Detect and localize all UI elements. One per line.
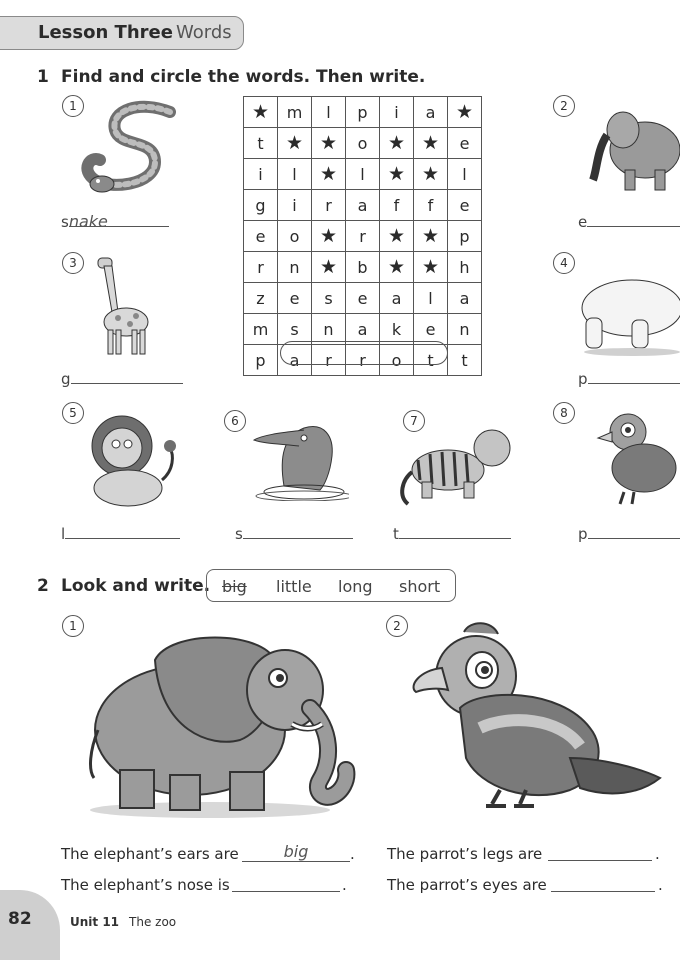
- grid-row: [244, 221, 482, 252]
- grid-cell[interactable]: i: [278, 190, 312, 221]
- grid-cell[interactable]: p: [244, 345, 278, 376]
- sentence-4-period: .: [658, 876, 663, 894]
- parrot-icon: [594, 408, 680, 508]
- grid-row: [244, 128, 482, 159]
- item-number-1: 1: [62, 95, 84, 117]
- grid-cell[interactable]: e: [278, 283, 312, 314]
- grid-cell[interactable]: ★: [312, 128, 346, 159]
- grid-cell[interactable]: a: [380, 283, 414, 314]
- sentence-2-answer[interactable]: [548, 860, 652, 861]
- grid-cell[interactable]: s: [312, 283, 346, 314]
- lesson-title: Lesson Three: [38, 22, 173, 43]
- sentence-4-answer[interactable]: [551, 891, 655, 892]
- grid-cell[interactable]: k: [380, 314, 414, 345]
- item-number-5: 5: [62, 402, 84, 424]
- grid-cell[interactable]: m: [278, 97, 312, 128]
- grid-cell[interactable]: g: [244, 190, 278, 221]
- grid-cell[interactable]: a: [278, 345, 312, 376]
- giraffe-icon: [88, 252, 158, 360]
- item-number-2: 2: [553, 95, 575, 117]
- grid-cell[interactable]: ★: [278, 128, 312, 159]
- sentence-1-period: .: [350, 845, 355, 863]
- grid-cell[interactable]: ★: [380, 159, 414, 190]
- grid-cell[interactable]: e: [346, 283, 380, 314]
- grid-cell[interactable]: ★: [414, 221, 448, 252]
- grid-cell[interactable]: ★: [414, 252, 448, 283]
- grid-cell[interactable]: ★: [448, 97, 482, 128]
- grid-cell[interactable]: l: [312, 97, 346, 128]
- sentence-4: The parrot’s eyes are: [387, 876, 547, 894]
- grid-cell[interactable]: i: [244, 159, 278, 190]
- sentence-3-answer[interactable]: [232, 891, 340, 892]
- word-box-item-big: big: [222, 577, 247, 596]
- grid-cell[interactable]: e: [448, 128, 482, 159]
- sentence-1: The elephant’s ears are: [61, 845, 239, 863]
- item-number-8: 8: [553, 402, 575, 424]
- picture-number-1: 1: [62, 615, 84, 637]
- grid-cell[interactable]: l: [346, 159, 380, 190]
- grid-row: [244, 190, 482, 221]
- grid-cell[interactable]: i: [380, 97, 414, 128]
- answer-6[interactable]: s: [235, 524, 353, 543]
- answer-3[interactable]: g: [61, 369, 183, 388]
- circled-word-snake: [280, 341, 448, 365]
- grid-cell[interactable]: ★: [380, 252, 414, 283]
- grid-cell[interactable]: o: [380, 345, 414, 376]
- polar-bear-icon: [572, 268, 680, 356]
- grid-cell[interactable]: e: [244, 221, 278, 252]
- snake-icon: [70, 100, 180, 200]
- exercise1-number: 1: [37, 67, 49, 87]
- grid-cell[interactable]: ★: [244, 97, 278, 128]
- word-box-item-short: short: [399, 577, 441, 596]
- grid-cell[interactable]: r: [312, 345, 346, 376]
- grid-cell[interactable]: t: [414, 345, 448, 376]
- grid-cell[interactable]: f: [414, 190, 448, 221]
- exercise1-instruction: Find and circle the words. Then write.: [61, 67, 426, 87]
- answer-4[interactable]: p: [578, 369, 680, 388]
- grid-row: [244, 252, 482, 283]
- grid-cell[interactable]: ★: [312, 221, 346, 252]
- grid-cell[interactable]: n: [278, 252, 312, 283]
- grid-cell[interactable]: r: [346, 345, 380, 376]
- answer-2[interactable]: e: [578, 212, 680, 231]
- lesson-subtitle: Words: [176, 22, 232, 43]
- grid-row: [244, 97, 482, 128]
- grid-row: [244, 314, 482, 345]
- answer-8[interactable]: p: [578, 524, 680, 543]
- grid-cell[interactable]: e: [448, 190, 482, 221]
- grid-cell[interactable]: s: [278, 314, 312, 345]
- grid-cell[interactable]: ★: [312, 252, 346, 283]
- sentence-3-period: .: [342, 876, 347, 894]
- seal-icon: [244, 416, 349, 501]
- grid-cell[interactable]: ★: [414, 159, 448, 190]
- grid-cell[interactable]: ★: [414, 128, 448, 159]
- item-number-6: 6: [224, 410, 246, 432]
- grid-cell[interactable]: a: [346, 190, 380, 221]
- grid-cell[interactable]: p: [448, 221, 482, 252]
- grid-cell[interactable]: m: [244, 314, 278, 345]
- grid-cell[interactable]: r: [346, 221, 380, 252]
- word-box-item-long: long: [338, 577, 373, 596]
- sentence-2: The parrot’s legs are: [387, 845, 543, 863]
- grid-cell[interactable]: b: [346, 252, 380, 283]
- answer-1-handwriting: nake: [68, 212, 108, 231]
- sentence-2-period: .: [655, 845, 660, 863]
- grid-cell[interactable]: r: [244, 252, 278, 283]
- answer-7[interactable]: t: [393, 524, 511, 543]
- grid-cell[interactable]: a: [414, 97, 448, 128]
- grid-cell[interactable]: t: [448, 345, 482, 376]
- grid-cell[interactable]: p: [346, 97, 380, 128]
- grid-cell[interactable]: a: [448, 283, 482, 314]
- elephant-icon: [585, 100, 680, 195]
- parrot-icon: [400, 618, 670, 814]
- exercise2-number: 2: [37, 576, 49, 596]
- footer-unit: Unit 11 The zoo: [70, 915, 177, 929]
- grid-cell[interactable]: t: [244, 128, 278, 159]
- grid-cell[interactable]: n: [312, 314, 346, 345]
- elephant-icon: [70, 620, 360, 820]
- sentence-3: The elephant’s nose is: [61, 876, 230, 894]
- item-number-4: 4: [553, 252, 575, 274]
- grid-cell[interactable]: ★: [380, 128, 414, 159]
- grid-cell[interactable]: l: [278, 159, 312, 190]
- grid-cell[interactable]: e: [414, 314, 448, 345]
- grid-cell[interactable]: ★: [380, 221, 414, 252]
- answer-5[interactable]: l: [61, 524, 180, 543]
- item-number-3: 3: [62, 252, 84, 274]
- sentence-1-answer[interactable]: big: [242, 842, 350, 862]
- picture-number-2: 2: [386, 615, 408, 637]
- answer-1[interactable]: snake: [61, 212, 169, 231]
- grid-cell[interactable]: z: [244, 283, 278, 314]
- grid-cell[interactable]: f: [380, 190, 414, 221]
- page-number: 82: [8, 909, 32, 929]
- tiger-icon: [398, 420, 518, 510]
- grid-cell[interactable]: ★: [312, 159, 346, 190]
- exercise2-instruction: Look and write.: [61, 576, 211, 596]
- grid-row: [244, 159, 482, 190]
- grid-row: [244, 283, 482, 314]
- grid-cell[interactable]: a: [346, 314, 380, 345]
- word-box-item-little: little: [276, 577, 312, 596]
- grid-cell[interactable]: l: [448, 159, 482, 190]
- grid-cell[interactable]: o: [346, 128, 380, 159]
- grid-cell[interactable]: h: [448, 252, 482, 283]
- grid-cell[interactable]: l: [414, 283, 448, 314]
- lion-icon: [78, 410, 188, 510]
- word-search-grid: [243, 96, 482, 376]
- grid-cell[interactable]: r: [312, 190, 346, 221]
- grid-cell[interactable]: o: [278, 221, 312, 252]
- grid-cell[interactable]: n: [448, 314, 482, 345]
- item-number-7: 7: [403, 410, 425, 432]
